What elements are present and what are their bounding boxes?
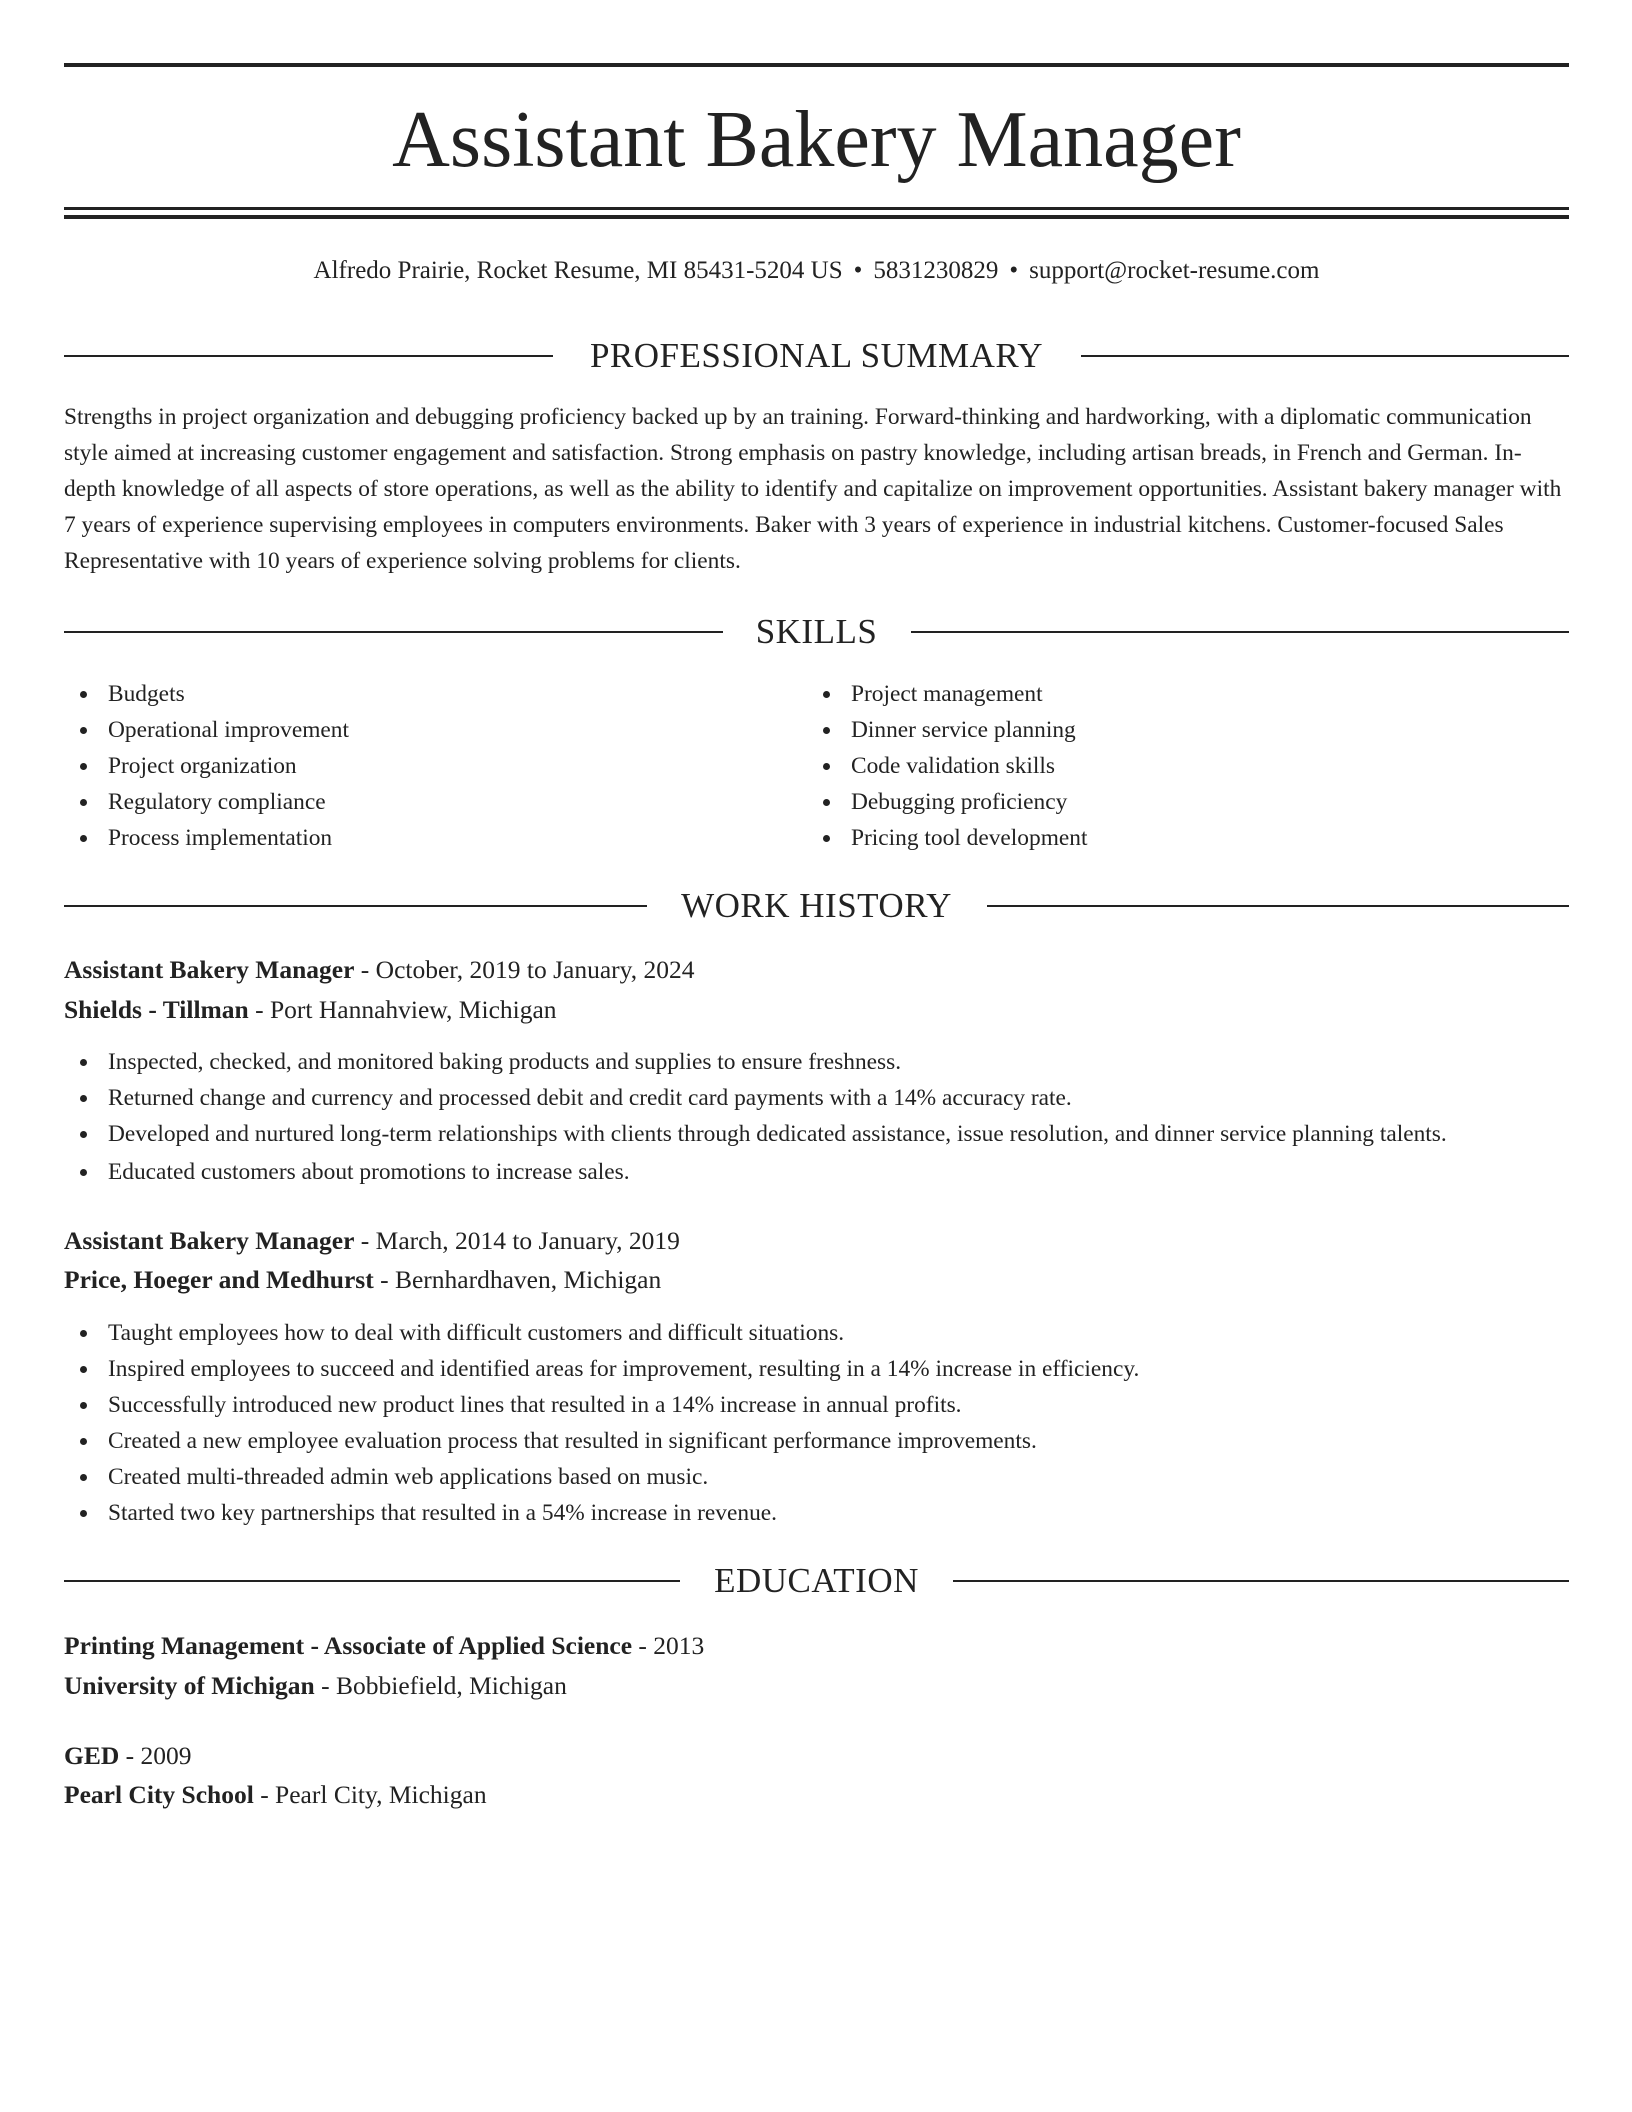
section-heading-work — [64, 884, 1569, 928]
education-school: Pearl City School — [64, 1780, 254, 1809]
top-rule — [64, 63, 1569, 67]
list-item: Pricing tool development — [807, 820, 1087, 856]
job-dates: - March, 2014 to January, 2019 — [354, 1226, 680, 1255]
resume-title: Assistant Bakery Manager — [392, 96, 1241, 184]
education-degree-line — [64, 1628, 704, 1664]
list-item: Project management — [807, 676, 1087, 712]
contact-separator: • — [853, 257, 863, 284]
job-bullets — [64, 1044, 1447, 1190]
section-title: EDUCATION — [714, 1561, 919, 1600]
skills-list-right — [807, 676, 1087, 856]
job-title-line — [64, 952, 695, 988]
job-company-line — [64, 1262, 661, 1298]
education-school-line — [64, 1777, 487, 1813]
contact-line — [64, 255, 1569, 287]
education-school-line — [64, 1668, 567, 1704]
education-location: - Pearl City, Michigan — [253, 1780, 487, 1809]
section-heading-skills — [64, 610, 1569, 654]
education-school: University of Michigan — [64, 1671, 315, 1700]
list-item: Dinner service planning — [807, 712, 1087, 748]
job-location: - Bernhardhaven, Michigan — [373, 1265, 662, 1294]
job-company: Shields - Tillman — [64, 995, 249, 1024]
education-location: - Bobbiefield, Michigan — [314, 1671, 567, 1700]
list-item: Code validation skills — [807, 748, 1087, 784]
section-heading-education — [64, 1559, 1569, 1603]
list-item: Process implementation — [64, 820, 349, 856]
section-title: PROFESSIONAL SUMMARY — [589, 336, 1044, 375]
summary-text: Strengths in project organization and debugging proficiency backed up by an training. Forward-thinking and hardworking, with a diplomatic communication style aimed at increasing customer engagement and satisfaction. Strong emphasis on pastry knowledge, including artisan breads, in French and German. In-depth knowledge of all aspects of store operations, as well as the ability to identify and capitalize on improvement opportunities. Assistant bakery manager with 7 years of experience supervising employees in computers environments. Baker with 3 years of experience in industrial kitchens. Customer-focused Sales Representative with 10 years of experience solving problems for clients. — [64, 404, 1562, 574]
title-rule-upper — [64, 207, 1569, 210]
list-item: Debugging proficiency — [807, 784, 1087, 820]
list-item: Inspired employees to succeed and identified areas for improvement, resulting in a 14% increase in efficiency. — [64, 1351, 1139, 1387]
education-degree: Printing Management - Associate of Applied Science — [64, 1631, 633, 1660]
job-title-line — [64, 1223, 680, 1259]
contact-separator: • — [1009, 257, 1019, 284]
skills-list-left — [64, 676, 349, 856]
list-item: Returned change and currency and processed debit and credit card payments with a 14% accuracy rate. — [64, 1080, 1447, 1116]
list-item: Operational improvement — [64, 712, 349, 748]
contact-phone: 5831230829 — [873, 257, 999, 284]
job-title: Assistant Bakery Manager — [64, 1226, 355, 1255]
list-item: Created multi-threaded admin web applications based on music. — [64, 1459, 1139, 1495]
job-title: Assistant Bakery Manager — [64, 955, 355, 984]
section-title: SKILLS — [755, 612, 878, 651]
section-heading-summary — [64, 334, 1569, 378]
list-item: Created a new employee evaluation process that resulted in significant performance improvements. — [64, 1423, 1139, 1459]
list-item: Educated customers about promotions to increase sales. — [64, 1154, 1447, 1190]
job-company: Price, Hoeger and Medhurst — [64, 1265, 374, 1294]
list-item: Started two key partnerships that resulted in a 54% increase in revenue. — [64, 1495, 1139, 1531]
title-rule-lower — [64, 215, 1569, 219]
education-degree: GED — [64, 1741, 120, 1770]
job-company-line — [64, 992, 557, 1028]
education-year: - 2013 — [632, 1631, 705, 1660]
job-location: - Port Hannahview, Michigan — [248, 995, 557, 1024]
list-item: Taught employees how to deal with difficult customers and difficult situations. — [64, 1315, 1139, 1351]
list-item: Inspected, checked, and monitored baking products and supplies to ensure freshness. — [64, 1044, 1447, 1080]
list-item: Budgets — [64, 676, 349, 712]
job-bullets — [64, 1315, 1139, 1531]
section-title: WORK HISTORY — [681, 886, 952, 925]
list-item: Successfully introduced new product lines that resulted in a 14% increase in annual profits. — [64, 1387, 1139, 1423]
list-item: Developed and nurtured long-term relationships with clients through dedicated assistance, issue resolution, and dinner service planning talents. — [64, 1116, 1447, 1152]
contact-email: support@rocket-resume.com — [1029, 257, 1320, 284]
list-item: Project organization — [64, 748, 349, 784]
education-year: - 2009 — [119, 1741, 192, 1770]
job-dates: - October, 2019 to January, 2024 — [354, 955, 695, 984]
list-item: Regulatory compliance — [64, 784, 349, 820]
contact-address: Alfredo Prairie, Rocket Resume, MI 85431-5204 US — [313, 257, 843, 284]
education-degree-line — [64, 1738, 192, 1774]
